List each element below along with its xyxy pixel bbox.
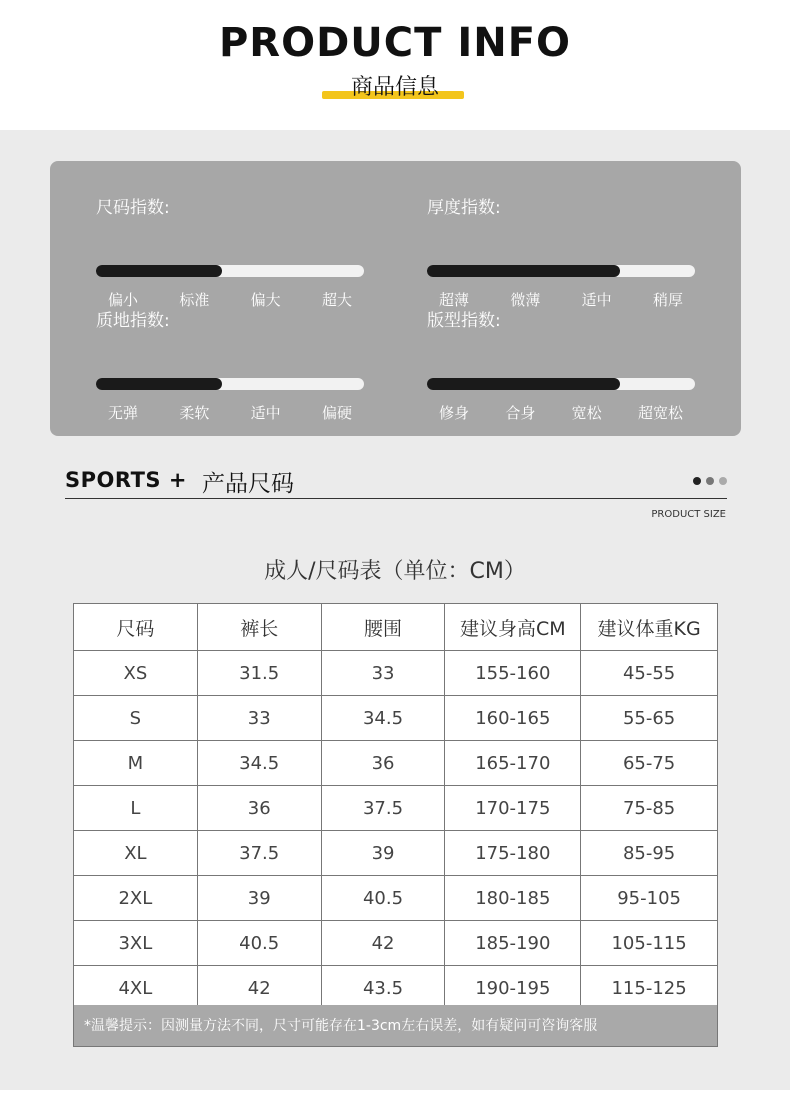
- bottom-strip: [0, 1090, 790, 1109]
- index-label: 尺码指数:: [96, 198, 170, 218]
- column-header: 裤长: [197, 604, 321, 651]
- index-option: 无弹: [108, 404, 139, 422]
- table-cell: 42: [321, 921, 445, 966]
- table-cell: S: [74, 696, 198, 741]
- index-track: [427, 378, 695, 390]
- table-cell: 4XL: [74, 966, 198, 1011]
- table-cell: 175-180: [445, 831, 581, 876]
- index-fill: [427, 265, 620, 277]
- table-title: 成人/尺码表（单位：CM）: [264, 559, 526, 584]
- index-panel: [50, 161, 741, 436]
- table-cell: 165-170: [445, 741, 581, 786]
- index-fill: [96, 378, 222, 390]
- index-option: 偏硬: [321, 404, 352, 422]
- table-cell: XL: [74, 831, 198, 876]
- index-option: 合身: [505, 404, 536, 422]
- tip-note: *温馨提示：因测量方法不同，尺寸可能存在1-3cm左右误差，如有疑问可咨询客服: [73, 1005, 718, 1047]
- section-title: 产品尺码: [202, 471, 294, 497]
- index-track: [427, 265, 695, 277]
- table-cell: 36: [197, 786, 321, 831]
- table-cell: 37.5: [321, 786, 445, 831]
- section-header: [65, 463, 727, 499]
- table-cell: 115-125: [581, 966, 718, 1011]
- table-cell: 190-195: [445, 966, 581, 1011]
- index-option: 宽松: [571, 404, 602, 422]
- table-cell: 105-115: [581, 921, 718, 966]
- table-cell: 43.5: [321, 966, 445, 1011]
- table-cell: 34.5: [197, 741, 321, 786]
- table-row: [74, 651, 718, 696]
- table-header-row: [74, 604, 718, 651]
- table-cell: 39: [321, 831, 445, 876]
- index-fill: [96, 265, 222, 277]
- index-option: 柔软: [179, 404, 210, 422]
- table-row: [74, 786, 718, 831]
- table-cell: 180-185: [445, 876, 581, 921]
- table-cell: XS: [74, 651, 198, 696]
- column-header: 建议体重KG: [581, 604, 718, 651]
- table-row: [74, 876, 718, 921]
- index-option: 超大: [321, 291, 352, 309]
- table-row: [74, 921, 718, 966]
- table-cell: 40.5: [197, 921, 321, 966]
- table-cell: 33: [197, 696, 321, 741]
- dot-icon: [706, 477, 714, 485]
- index-track: [96, 265, 364, 277]
- table-cell: 36: [321, 741, 445, 786]
- table-cell: 42: [197, 966, 321, 1011]
- table-cell: 31.5: [197, 651, 321, 696]
- table-cell: 75-85: [581, 786, 718, 831]
- index-fill: [427, 378, 620, 390]
- index-option: 偏大: [250, 291, 281, 309]
- table-cell: 155-160: [445, 651, 581, 696]
- table-cell: 160-165: [445, 696, 581, 741]
- page-title: PRODUCT INFO: [218, 20, 572, 66]
- table-cell: 2XL: [74, 876, 198, 921]
- table-cell: 37.5: [197, 831, 321, 876]
- dot-icon: [693, 477, 701, 485]
- column-header: 尺码: [74, 604, 198, 651]
- page-subtitle: 商品信息: [350, 75, 439, 100]
- index-track: [96, 378, 364, 390]
- size-table: [73, 603, 718, 1011]
- index-option: 超薄: [439, 291, 470, 309]
- index-option: 修身: [439, 404, 470, 422]
- column-header: 腰围: [321, 604, 445, 651]
- table-cell: 39: [197, 876, 321, 921]
- table-cell: 55-65: [581, 696, 718, 741]
- index-option: 适中: [581, 291, 612, 309]
- thickness-index: [427, 193, 697, 309]
- table-cell: 95-105: [581, 876, 718, 921]
- table-cell: 40.5: [321, 876, 445, 921]
- index-label: 质地指数:: [96, 311, 170, 331]
- table-cell: 65-75: [581, 741, 718, 786]
- table-cell: M: [74, 741, 198, 786]
- table-cell: 34.5: [321, 696, 445, 741]
- brand-logo: SPORTS +: [65, 468, 187, 492]
- table-cell: 33: [321, 651, 445, 696]
- index-option: 偏小: [108, 291, 139, 309]
- size-index: [96, 193, 366, 309]
- index-label: 厚度指数:: [427, 198, 501, 218]
- dot-icon: [719, 477, 727, 485]
- index-option: 标准: [179, 291, 210, 309]
- index-option: 稍厚: [652, 291, 683, 309]
- table-cell: 45-55: [581, 651, 718, 696]
- column-header: 建议身高CM: [445, 604, 581, 651]
- page-header: [0, 0, 790, 130]
- texture-index: [96, 306, 366, 422]
- index-label: 版型指数:: [427, 311, 501, 331]
- decorative-dots: [693, 477, 727, 485]
- index-option: 超宽松: [637, 404, 683, 422]
- table-cell: 3XL: [74, 921, 198, 966]
- section-subtitle: PRODUCT SIZE: [651, 509, 726, 520]
- table-row: [74, 741, 718, 786]
- index-option: 适中: [250, 404, 281, 422]
- table-cell: L: [74, 786, 198, 831]
- table-row: [74, 696, 718, 741]
- table-cell: 85-95: [581, 831, 718, 876]
- table-cell: 185-190: [445, 921, 581, 966]
- fit-index: [427, 306, 697, 422]
- table-row: [74, 966, 718, 1011]
- table-row: [74, 831, 718, 876]
- table-cell: 170-175: [445, 786, 581, 831]
- index-option: 微薄: [510, 291, 541, 309]
